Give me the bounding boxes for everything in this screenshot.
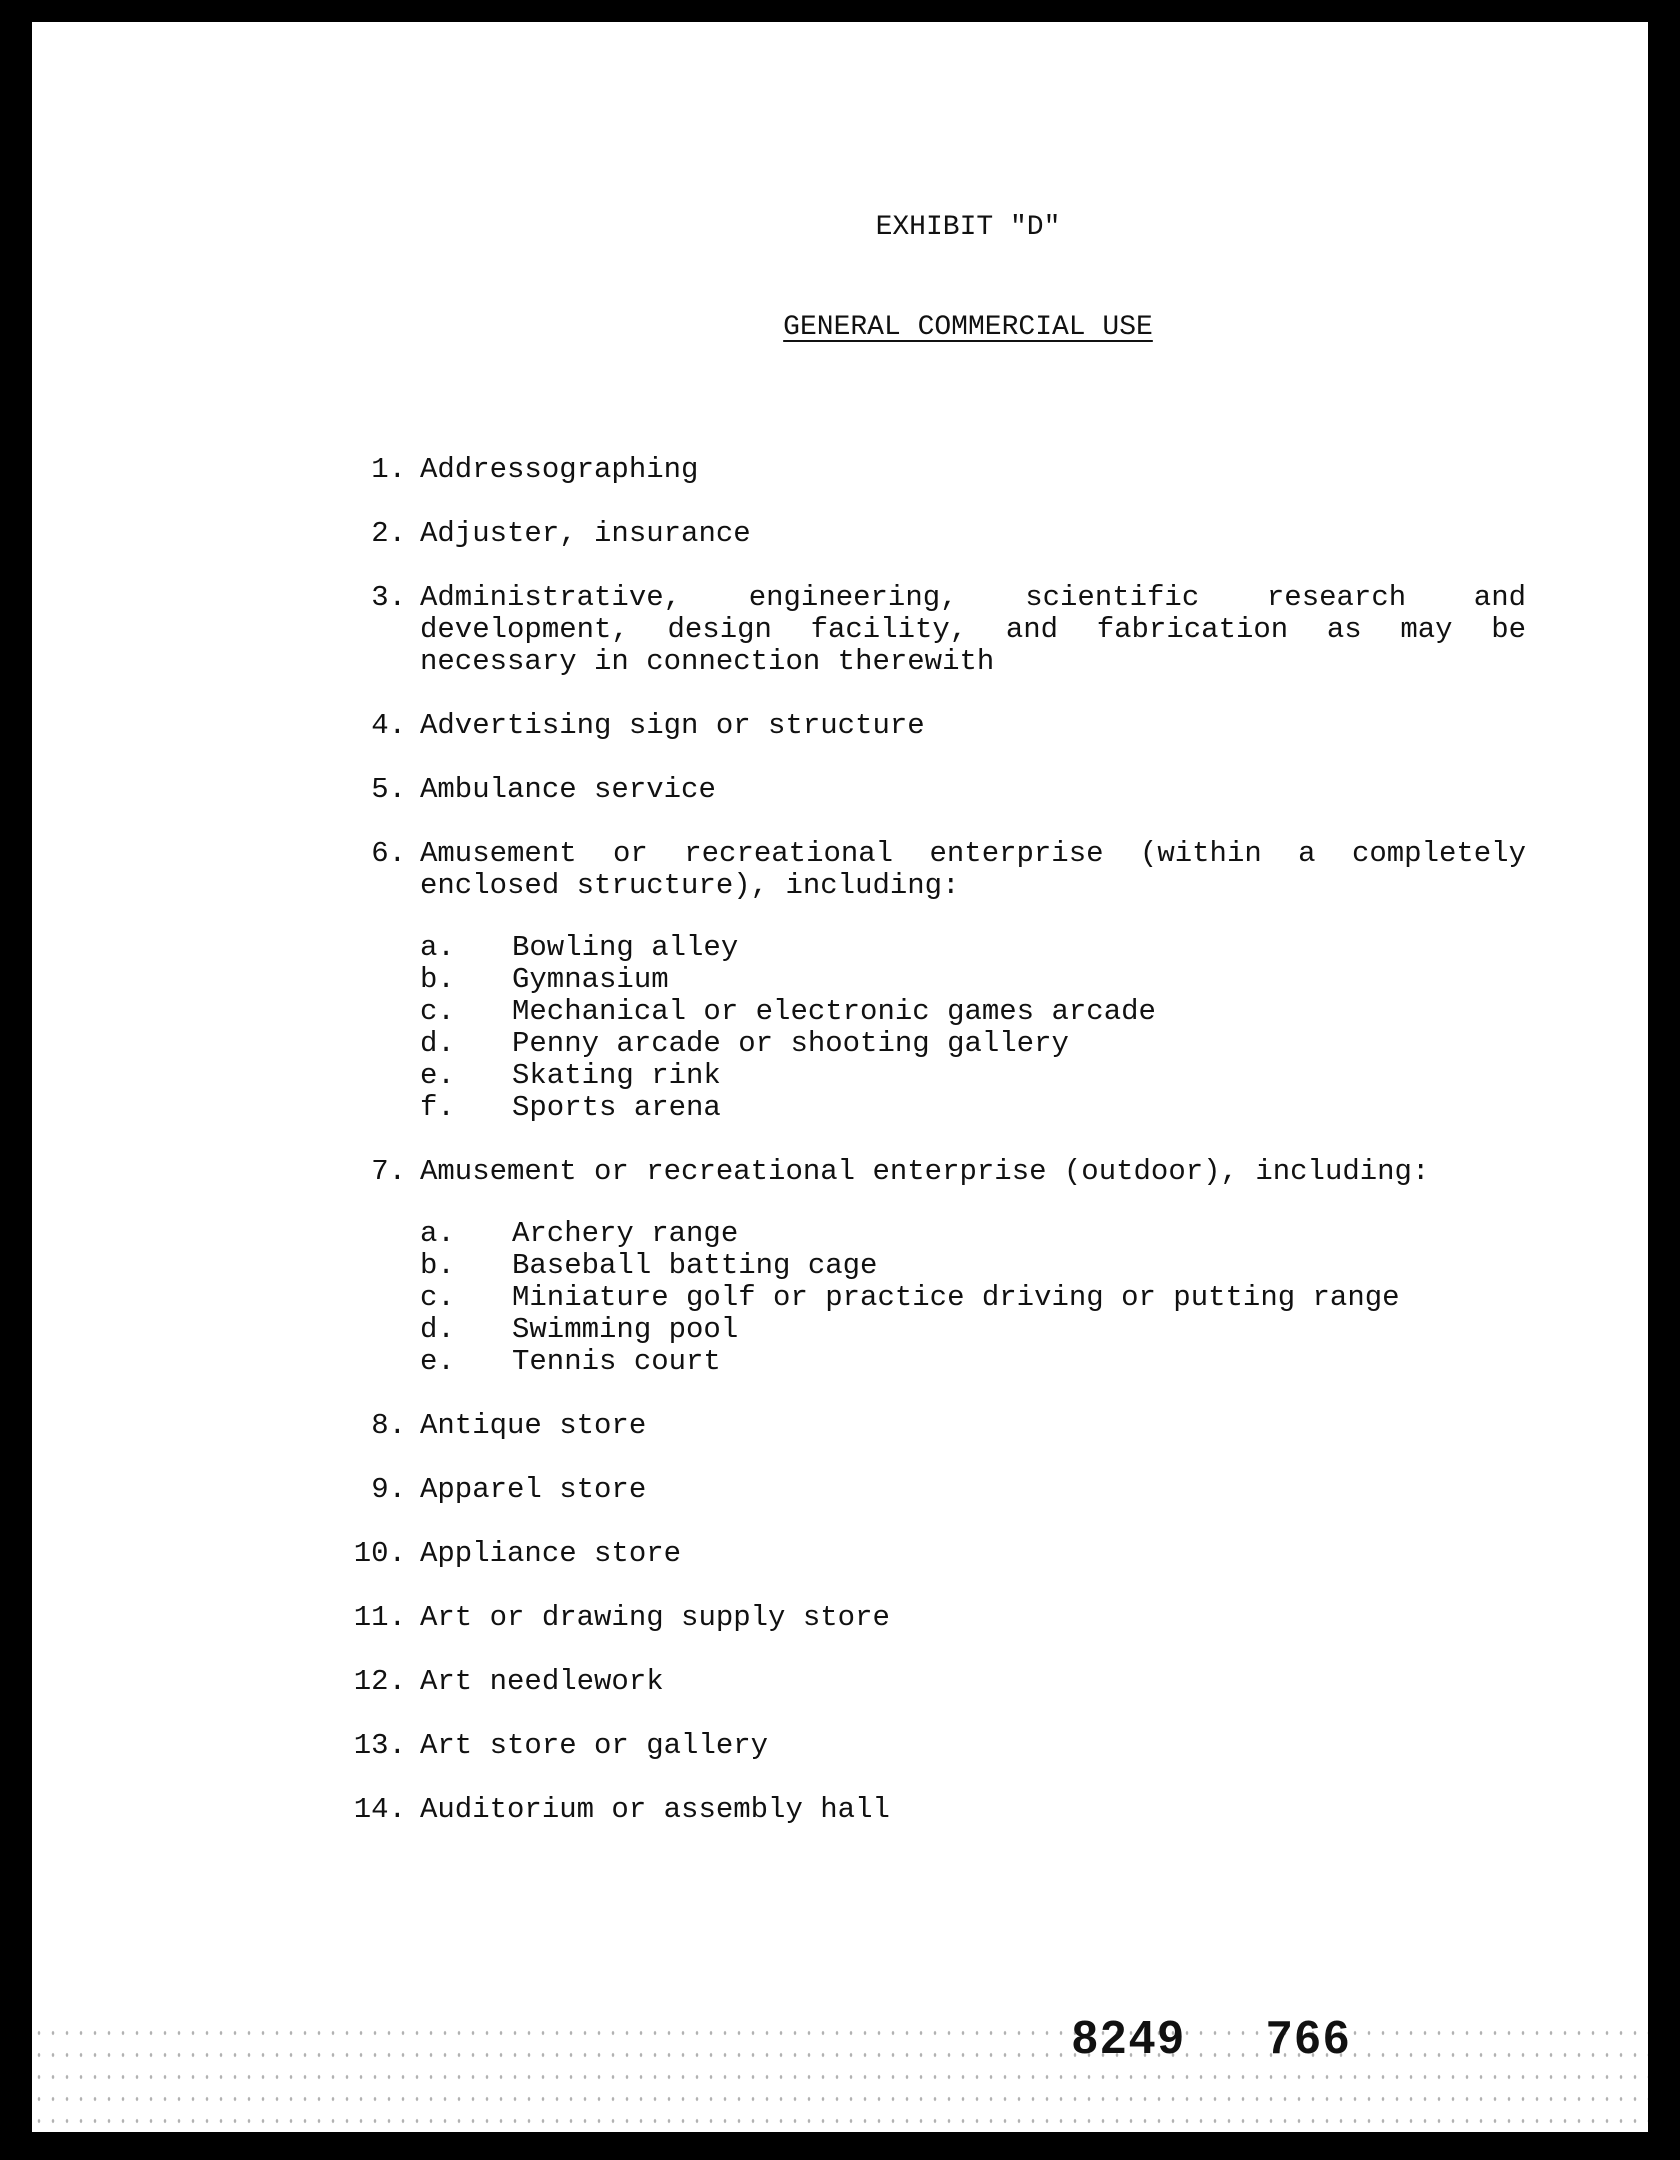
item-number: 3. [371, 581, 406, 614]
item-number: 6. [371, 837, 406, 870]
list-item [342, 1602, 1526, 1634]
sub-item-text: Skating rink [512, 1059, 721, 1092]
sub-item-text: Tennis court [512, 1345, 721, 1378]
list-item [342, 518, 1526, 550]
sub-list-item [420, 1218, 1526, 1250]
item-text: Auditorium or assembly hall [420, 1793, 890, 1826]
list-item [342, 710, 1526, 742]
item-number: 7. [371, 1155, 406, 1188]
sub-item-letter: b. [420, 1249, 455, 1282]
sub-item-letter: c. [420, 1281, 455, 1314]
sub-list-item [420, 932, 1526, 964]
sub-item-letter: f. [420, 1091, 455, 1124]
list-item [342, 838, 1526, 1124]
sub-list-item [420, 964, 1526, 996]
item-number: 14. [353, 1793, 406, 1826]
list-item [342, 1410, 1526, 1442]
item-number: 12. [353, 1665, 406, 1698]
item-body [420, 1602, 1526, 1634]
item-text: Ambulance service [420, 773, 716, 806]
item-number: 11. [353, 1601, 406, 1634]
sub-list-item [420, 1282, 1526, 1314]
sub-item-text: Sports arena [512, 1091, 721, 1124]
sub-item-text: Mechanical or electronic games arcade [512, 995, 1156, 1028]
use-list [342, 454, 1526, 1858]
subtitle-text: GENERAL COMMERCIAL USE [783, 312, 1153, 343]
sub-list-item [420, 1092, 1526, 1124]
item-text: Addressographing [420, 453, 699, 486]
item-body [420, 454, 1526, 486]
list-item [342, 1538, 1526, 1570]
book-number: 8249 [1072, 2011, 1187, 2063]
item-body [420, 838, 1526, 1124]
item-text: Art store or gallery [420, 1729, 769, 1762]
sub-item-letter: e. [420, 1059, 455, 1092]
scan-noise [32, 2022, 1648, 2132]
item-text: Amusement or recreational enterprise (within a completely enclosed structure), including: [420, 837, 1526, 902]
exhibit-subtitle [160, 312, 1648, 343]
item-body [420, 1538, 1526, 1570]
sub-list [420, 932, 1526, 1124]
list-item [342, 1666, 1526, 1698]
sub-item-text: Gymnasium [512, 963, 669, 996]
item-number: 2. [371, 517, 406, 550]
sub-item-text: Penny arcade or shooting gallery [512, 1027, 1069, 1060]
sub-item-letter: e. [420, 1345, 455, 1378]
list-item [342, 1730, 1526, 1762]
item-number: 8. [371, 1409, 406, 1442]
item-body [420, 1730, 1526, 1762]
item-text: Adjuster, insurance [420, 517, 751, 550]
sub-list-item [420, 1028, 1526, 1060]
list-item [342, 1156, 1526, 1378]
list-item [342, 1794, 1526, 1826]
sub-item-letter: a. [420, 1217, 455, 1250]
sub-item-letter: a. [420, 931, 455, 964]
item-body [420, 1156, 1526, 1378]
sub-item-text: Swimming pool [512, 1313, 739, 1346]
sub-list-item [420, 1060, 1526, 1092]
item-text: Appliance store [420, 1537, 682, 1570]
document-page [32, 22, 1648, 2132]
page-number: 766 [1266, 2011, 1353, 2063]
sub-list-item [420, 996, 1526, 1028]
item-body [420, 1666, 1526, 1698]
item-body [420, 774, 1526, 806]
item-number: 13. [353, 1729, 406, 1762]
sub-item-letter: d. [420, 1027, 455, 1060]
sub-list-item [420, 1250, 1526, 1282]
item-number: 10. [353, 1537, 406, 1570]
item-body [420, 710, 1526, 742]
sub-item-letter: d. [420, 1313, 455, 1346]
item-text: Advertising sign or structure [420, 709, 925, 742]
item-body [420, 1410, 1526, 1442]
sub-list-item [420, 1314, 1526, 1346]
exhibit-title: EXHIBIT "D" [875, 212, 1061, 243]
sub-list [420, 1218, 1526, 1378]
sub-item-text: Bowling alley [512, 931, 739, 964]
item-number: 9. [371, 1473, 406, 1506]
list-item [342, 454, 1526, 486]
item-number: 5. [371, 773, 406, 806]
list-item [342, 774, 1526, 806]
item-body [420, 1474, 1526, 1506]
sub-list-item [420, 1346, 1526, 1378]
sub-item-text: Archery range [512, 1217, 739, 1250]
sub-item-text: Miniature golf or practice driving or putting range [512, 1281, 1400, 1314]
list-item [342, 582, 1526, 678]
item-number: 1. [371, 453, 406, 486]
list-item [342, 1474, 1526, 1506]
item-text: Amusement or recreational enterprise (outdoor), including: [420, 1155, 1430, 1188]
item-text: Art or drawing supply store [420, 1601, 890, 1634]
sub-item-letter: c. [420, 995, 455, 1028]
item-text: Apparel store [420, 1473, 647, 1506]
sub-item-text: Baseball batting cage [512, 1249, 878, 1282]
item-text: Administrative, engineering, scientific research and development, design facility, and fabrication as may be necessary in connection therewith [420, 581, 1526, 678]
item-text: Art needlework [420, 1665, 664, 1698]
item-body [420, 582, 1526, 678]
sub-item-letter: b. [420, 963, 455, 996]
item-body [420, 518, 1526, 550]
item-number: 4. [371, 709, 406, 742]
item-text: Antique store [420, 1409, 647, 1442]
item-body [420, 1794, 1526, 1826]
